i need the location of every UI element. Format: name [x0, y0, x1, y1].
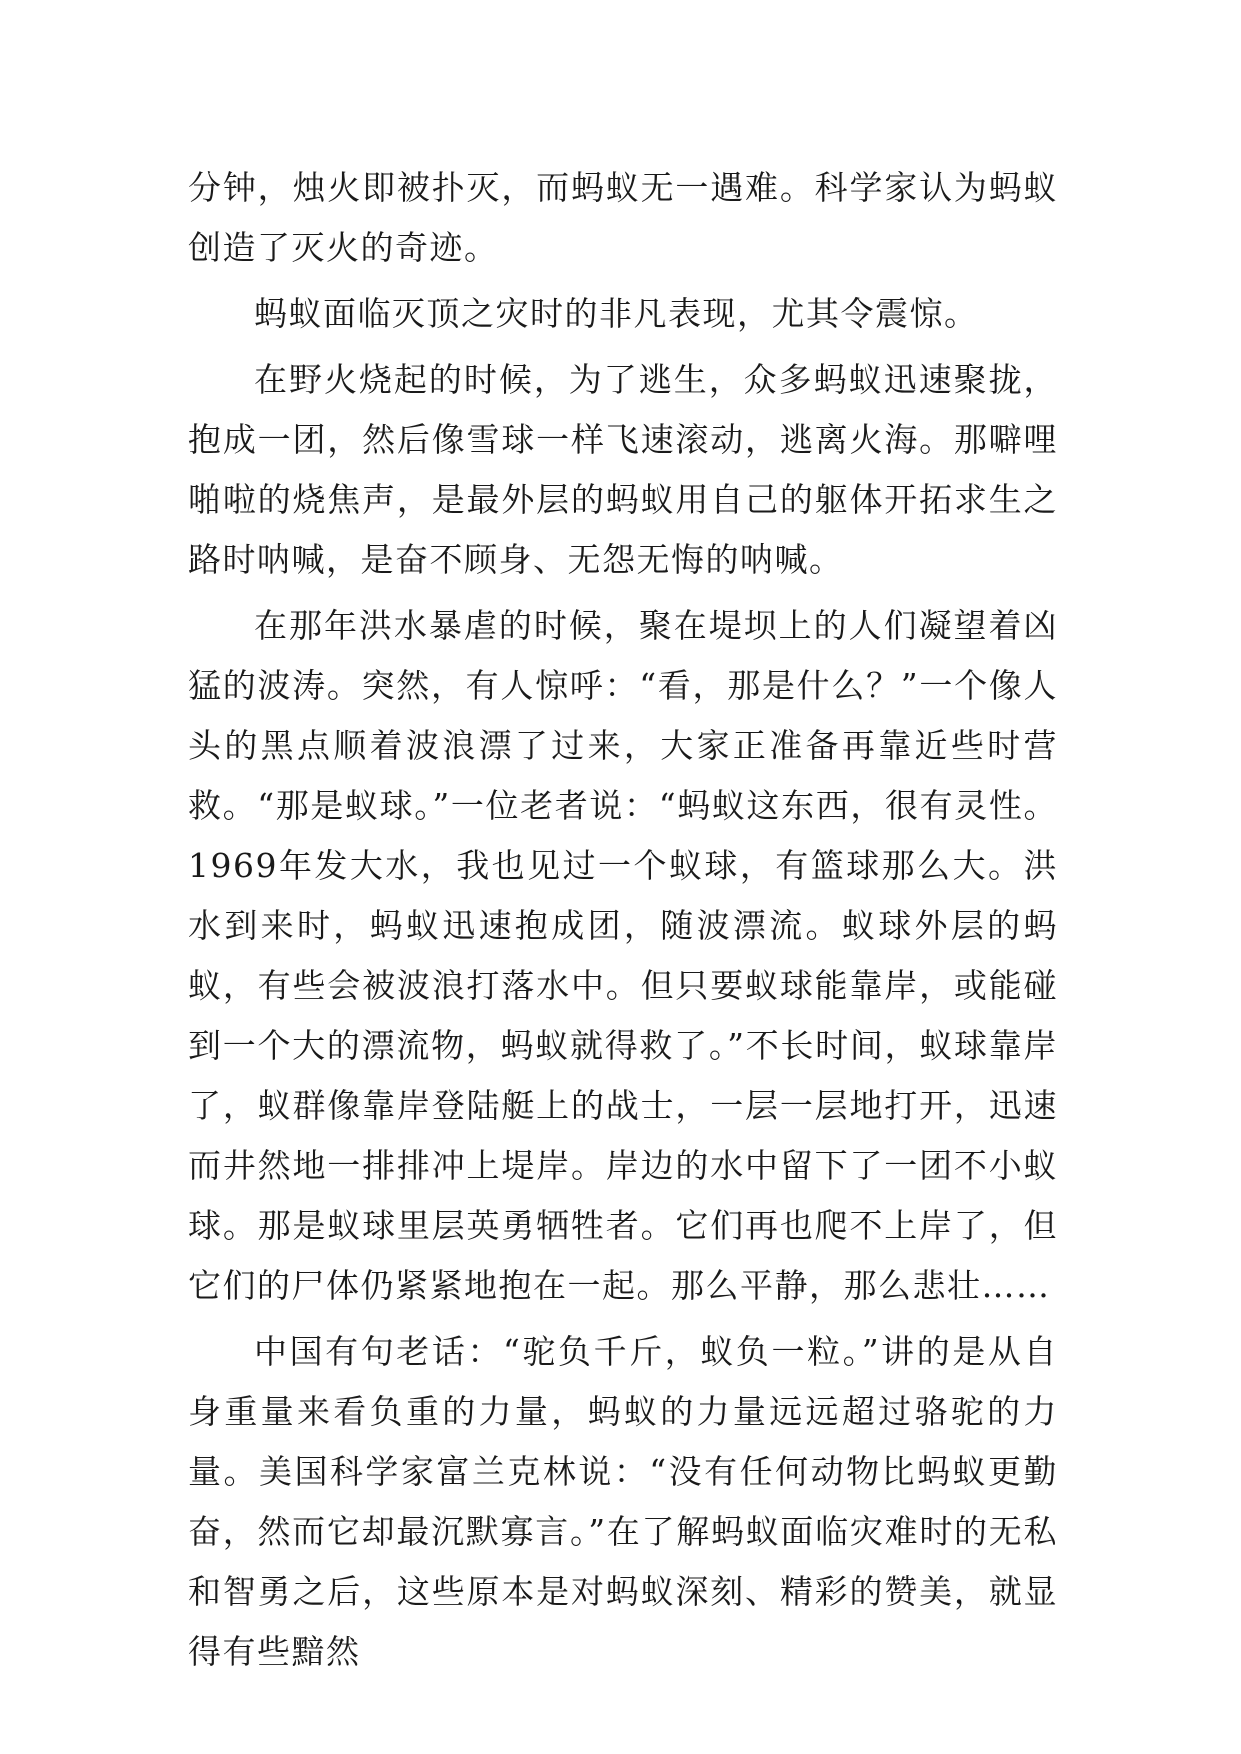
- paragraph-1: 分钟，烛火即被扑灭，而蚂蚁无一遇难。科学家认为蚂蚁创造了灭火的奇迹。: [188, 168, 1058, 267]
- paragraph-5: 中国有句老话：“驼负千斤，蚁负一粒。”讲的是从自身重量来看负重的力量，蚂蚁的力量远远超过骆驼的力量。美国科学家富兰克林说：“没有任何动物比蚂蚁更勤奋，然而它却最沉默寡言。”在了解蚂蚁面临灾难时的无私和智勇之后，这些原本是对蚂蚁深刻、精彩的赞美，就显得有些黯然: [188, 1332, 1058, 1671]
- paragraph-4: 在那年洪水暴虐的时候，聚在堤坝上的人们凝望着凶猛的波涛。突然，有人惊呼：“看，那是什么？”一个像人头的黑点顺着波浪漂了过来，大家正准备再靠近些时营救。“那是蚁球。”一位老者说：“蚂蚁这东西，很有灵性。1969年发大水，我也见过一个蚁球，有篮球那么大。洪水到来时，蚂蚁迅速抱成团，随波漂流。蚁球外层的蚂蚁，有些会被波浪打落水中。但只要蚁球能靠岸，或能碰到一个大的漂流物，蚂蚁就得救了。”不长时间，蚁球靠岸了，蚁群像靠岸登陆艇上的战士，一层一层地打开，迅速而井然地一排排冲上堤岸。岸边的水中留下了一团不小蚁球。那是蚁球里层英勇牺牲者。它们再也爬不上岸了，但它们的尸体仍紧紧地抱在一起。那么平静，那么悲壮……: [188, 606, 1058, 1305]
- paragraph-3: 在野火烧起的时候，为了逃生，众多蚂蚁迅速聚拢，抱成一团，然后像雪球一样飞速滚动，逃离火海。那噼哩啪啦的烧焦声，是最外层的蚂蚁用自己的躯体开拓求生之路时呐喊，是奋不顾身、无怨无悔的呐喊。: [188, 360, 1058, 579]
- document-page: [188, 158, 1058, 1682]
- paragraph-2: 蚂蚁面临灭顶之灾时的非凡表现，尤其令震惊。: [254, 294, 979, 333]
